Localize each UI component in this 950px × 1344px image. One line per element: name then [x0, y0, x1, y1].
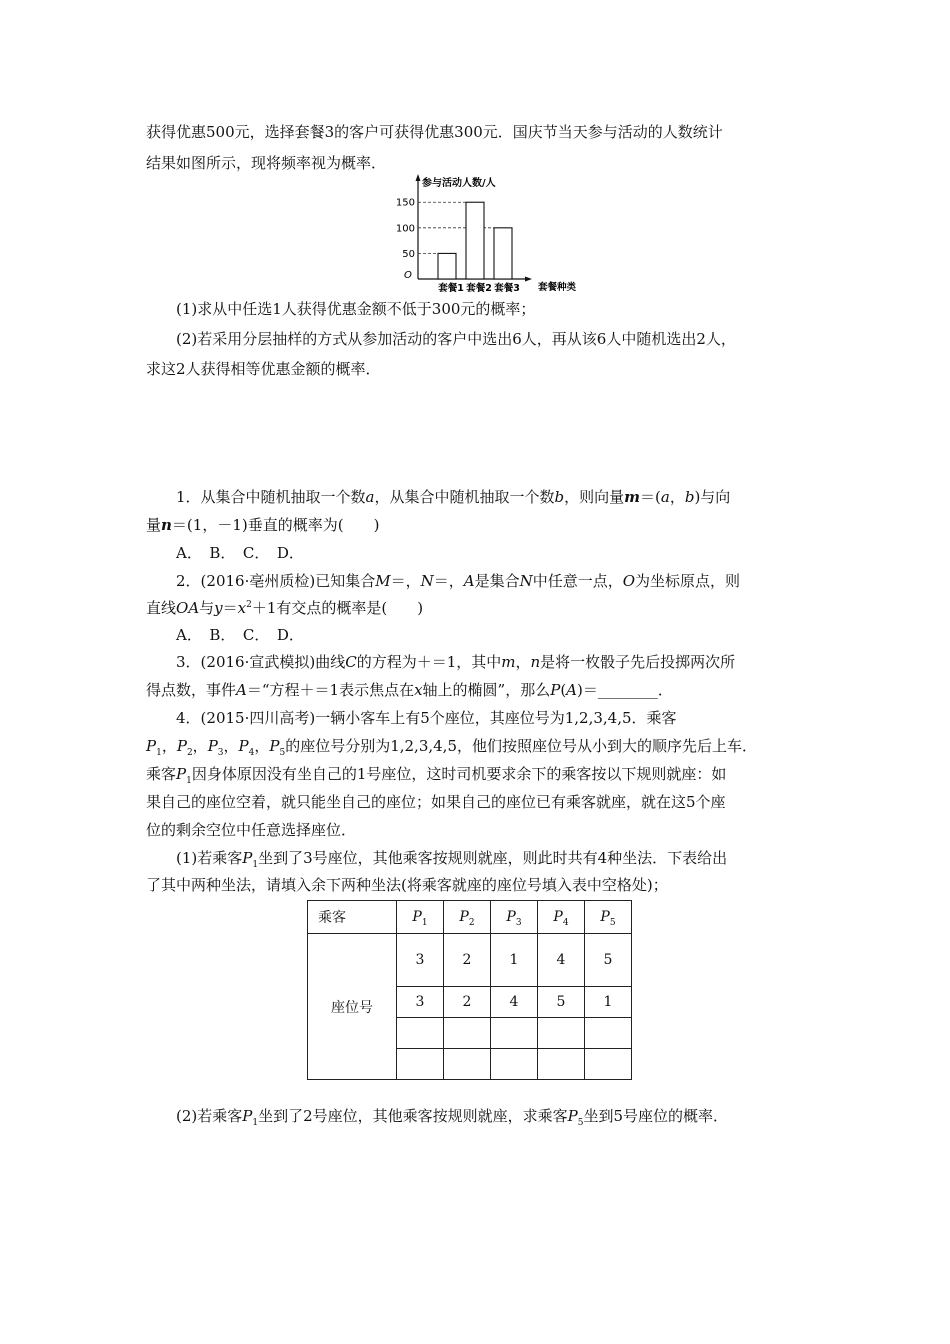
empty-cell[interactable] — [397, 1049, 444, 1080]
problem-1-line-1: 1．从集合中随机抽取一个数a，从集合中随机抽取一个数b，则向量m＝(a，b)与向 — [176, 488, 731, 506]
empty-cell[interactable] — [491, 1049, 538, 1080]
y-tick-label: 150 — [395, 197, 415, 209]
intro-line-1: 获得优惠500元，选择套餐3的客户可获得优惠300元．国庆节当天参与活动的人数统计 — [146, 123, 723, 141]
x-category-labels — [437, 282, 520, 294]
header-p4: $P_4$ — [538, 901, 585, 934]
empty-cell[interactable] — [585, 1018, 632, 1049]
problem-4-line-2: $P_1$，$P_2$，$P_3$，$P_4$，$P_5$的座位号分别为1,2,3,4,5，他们按照座位号从小到大的顺序先后上车． — [146, 737, 757, 758]
problem-4-sub-1-line-1: (1)若乘客$P_1$坐到了3号座位，其他乘客按规则就座，则此时共有4种坐法．下表给出 — [176, 849, 728, 870]
bars — [438, 202, 512, 279]
header-p3: $P_3$ — [491, 901, 538, 934]
problem-4-sub-2: (2)若乘客$P_1$坐到了2号座位，其他乘客按规则就座，求乘客$P_5$坐到5号座位的概率． — [176, 1107, 728, 1128]
bar-1 — [438, 253, 456, 279]
header-p1: $P_1$ — [397, 901, 444, 934]
table-cell: 2 — [444, 987, 491, 1018]
origin-label: O — [404, 270, 412, 281]
question-2-line-2: 求这2人获得相等优惠金额的概率． — [146, 360, 381, 378]
problem-3-line-1: 3．(2016·宣武模拟)曲线C的方程为＋＝1，其中m，n是将一枚骰子先后投掷两次所 — [176, 653, 736, 671]
empty-cell[interactable] — [538, 1018, 585, 1049]
header-p2: $P_2$ — [444, 901, 491, 934]
problem-4-line-1: 4．(2015·四川高考)一辆小客车上有5个座位，其座位号为1,2,3,4,5．乘客 — [176, 709, 677, 727]
table-header-row — [308, 901, 632, 934]
problem-4-line-3: 乘客$P_1$因身体原因没有坐自己的1号座位，这时司机要求余下的乘客按以下规则就座：如 — [146, 765, 727, 786]
empty-cell[interactable] — [491, 1018, 538, 1049]
intro-line-2: 结果如图所示，现将频率视为概率． — [146, 154, 387, 172]
problem-4-line-4: 果自己的座位空着，就只能坐自己的座位；如果自己的座位已有乘客就座，就在这5个座 — [146, 793, 726, 811]
table-cell: 2 — [444, 934, 491, 987]
x-category-label: 套餐1 — [438, 283, 464, 294]
empty-cell[interactable] — [538, 1049, 585, 1080]
header-passenger: 乘客 — [308, 901, 397, 934]
y-tick-label: 100 — [395, 223, 415, 235]
bar-chart — [390, 172, 620, 294]
empty-cell[interactable] — [397, 1018, 444, 1049]
problem-4-line-5: 位的剩余空位中任意选择座位． — [146, 821, 357, 839]
empty-cell[interactable] — [444, 1018, 491, 1049]
y-tick-label: 50 — [402, 248, 415, 260]
header-p5: $P_5$ — [585, 901, 632, 934]
problem-3-line-2: 得点数，事件A＝“方程＋＝1表示焦点在x轴上的椭圆”，那么P(A)＝________． — [146, 681, 673, 699]
empty-cell[interactable] — [444, 1049, 491, 1080]
problem-1-options: A． B． C． D． — [176, 544, 304, 562]
table-cell: 3 — [397, 934, 444, 987]
problem-2-line-2: 直线OA与$y=x^2+1$有交点的概率是( ) — [146, 599, 424, 617]
table-cell: 4 — [491, 987, 538, 1018]
problem-1-line-2: 量n＝(1，－1)垂直的概率为( ) — [146, 516, 380, 534]
problem-4-sub-1-line-2: 了其中两种坐法，请填入余下两种坐法(将乘客就座的座位号填入表中空格处)； — [146, 876, 668, 894]
y-tick-labels — [396, 198, 415, 260]
table-row — [308, 934, 632, 987]
table-cell: 1 — [585, 987, 632, 1018]
x-category-label: 套餐2 — [466, 283, 492, 294]
y-axis-arrow — [416, 174, 421, 181]
table-cell: 1 — [491, 934, 538, 987]
problem-2-options: A． B． C． D． — [176, 626, 304, 644]
row-label-seat: 座位号 — [308, 934, 397, 1080]
table-cell: 5 — [585, 934, 632, 987]
empty-cell[interactable] — [585, 1049, 632, 1080]
x-axis-label: 套餐种类 — [538, 282, 577, 293]
bar-2 — [466, 202, 484, 279]
table-cell: 5 — [538, 987, 585, 1018]
x-category-label: 套餐3 — [494, 283, 520, 294]
question-2-line-1: (2)若采用分层抽样的方式从参加活动的客户中选出6人，再从该6人中随机选出2人， — [176, 330, 736, 348]
bar-3 — [494, 228, 512, 279]
x-axis-arrow — [525, 277, 532, 282]
problem-2-line-1: 2．(2016·亳州质检)已知集合M＝，N＝，A是集合N中任意一点，O为坐标原点，则 — [176, 572, 741, 590]
chart-title: 参与活动人数/人 — [422, 178, 496, 189]
table-cell: 4 — [538, 934, 585, 987]
seat-table — [307, 900, 632, 1080]
question-1: (1)求从中任选1人获得优惠金额不低于300元的概率； — [176, 300, 536, 318]
table-cell: 3 — [397, 987, 444, 1018]
